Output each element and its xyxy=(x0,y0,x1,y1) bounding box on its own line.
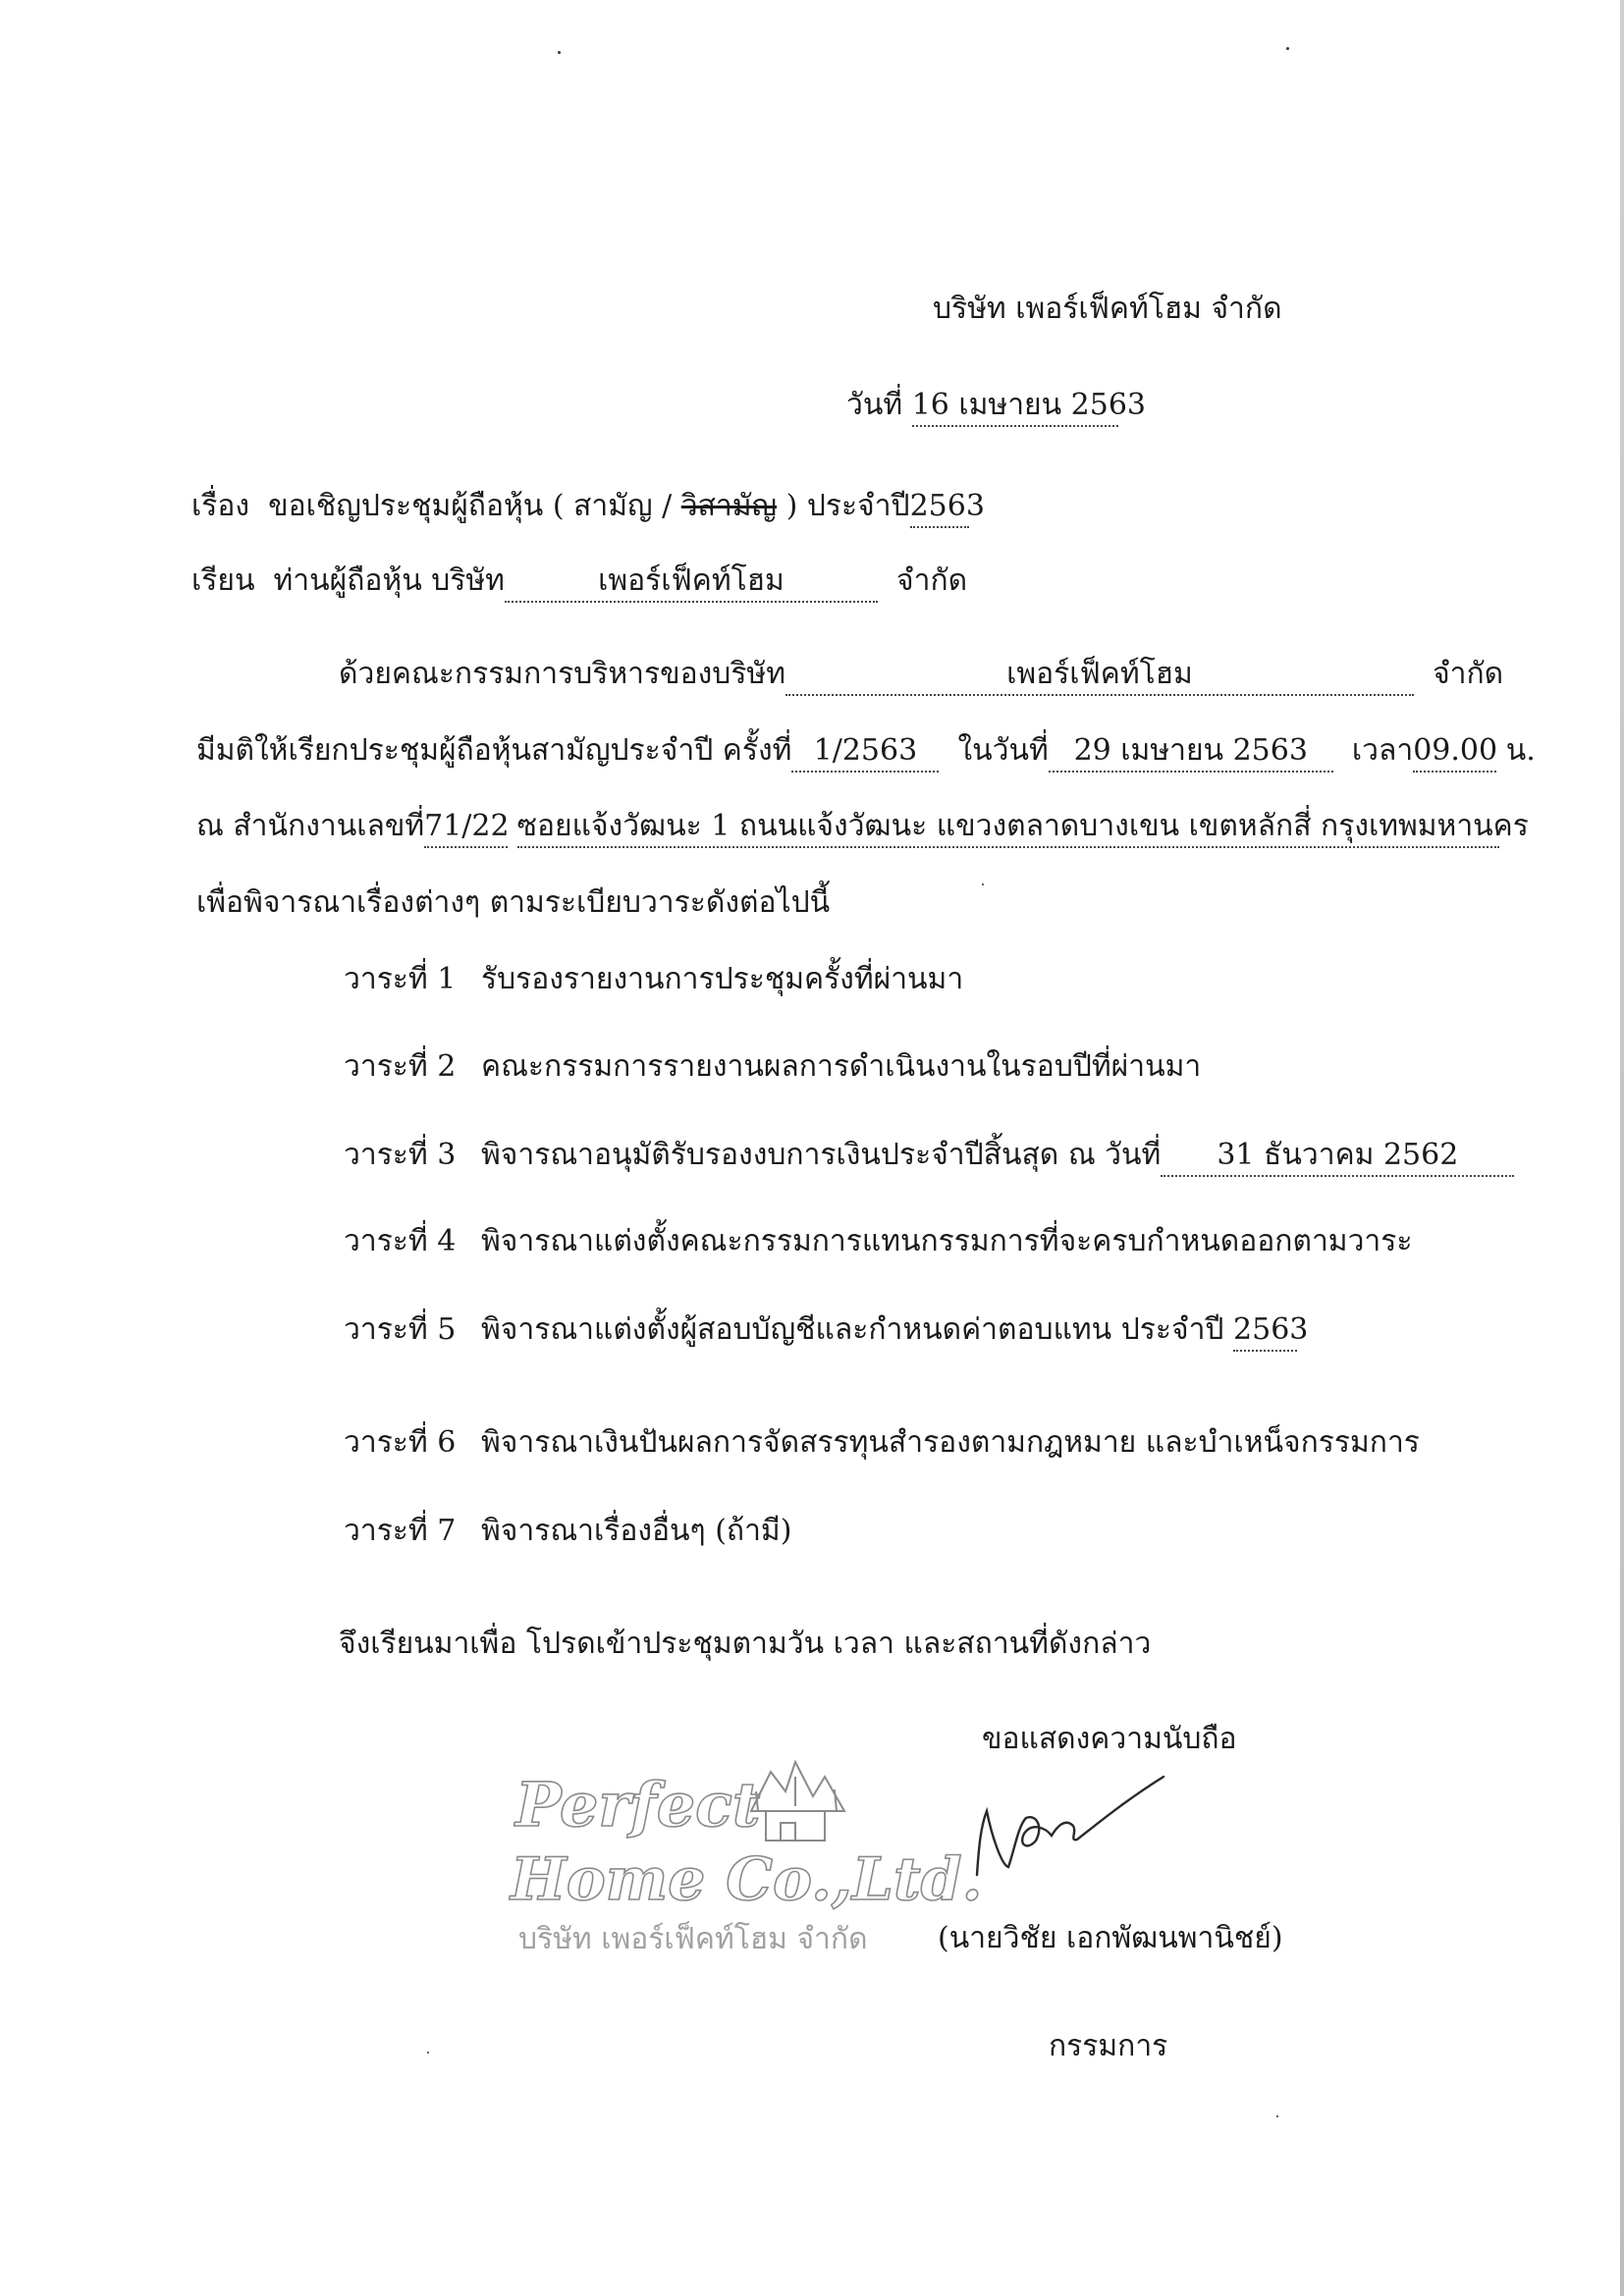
scan-speck xyxy=(558,51,561,54)
scan-speck xyxy=(982,883,984,885)
signer-position: กรรมการ xyxy=(1049,2029,1168,2063)
agenda-number: วาระที่ 6 xyxy=(344,1425,457,1460)
subject-label: เรื่อง xyxy=(191,489,250,523)
addressee-suffix: จำกัด xyxy=(896,563,968,598)
addressee-company: เพอร์เฟ็คท์โฮม xyxy=(505,561,878,603)
agenda-item xyxy=(344,1222,1413,1261)
date-label: วันที่ xyxy=(846,388,903,422)
agenda-text: รับรองรายงานการประชุมครั้งที่ผ่านมา xyxy=(481,962,964,996)
date-value: 16 เมษายน 2563 xyxy=(912,386,1118,427)
location-number: 71/22 xyxy=(424,807,508,848)
svg-text:Perfect: Perfect xyxy=(515,1769,761,1841)
resolution-line xyxy=(196,731,1536,773)
stamp-house-icon xyxy=(751,1762,844,1841)
time-label: เวลา xyxy=(1351,733,1414,768)
agenda-text: พิจารณาแต่งตั้งคณะกรรมการแทนกรรมการที่จะครบกำหนดออกตามวาระ xyxy=(481,1224,1413,1258)
body-intro: ด้วยคณะกรรมการบริหารของบริษัท xyxy=(339,657,785,691)
struck-option: วิสามัญ xyxy=(680,489,778,523)
body-suffix: จำกัด xyxy=(1433,657,1504,691)
agenda-number: วาระที่ 7 xyxy=(344,1514,457,1548)
meeting-number: 1/2563 xyxy=(791,731,939,773)
agenda-text: พิจารณาเงินปันผลการจัดสรรทุนสำรองตามกฎหมาย และบำเหน็จกรรมการ xyxy=(481,1425,1420,1460)
scan-speck xyxy=(1276,2115,1278,2117)
agenda-number: วาระที่ 3 xyxy=(344,1138,457,1172)
body-company: เพอร์เฟ็คท์โฮม xyxy=(785,655,1414,696)
scan-speck xyxy=(427,2052,429,2054)
agenda-number: วาระที่ 2 xyxy=(344,1049,457,1084)
agenda-text: พิจารณาอนุมัติรับรองงบการเงินประจำปีสิ้นสุด ณ วันที่ xyxy=(481,1138,1162,1172)
subject-text: ขอเชิญประชุมผู้ถือหุ้น ( สามัญ / xyxy=(268,489,681,523)
agenda-item xyxy=(344,960,963,999)
meeting-time: 09.00 xyxy=(1413,731,1496,773)
agenda-item xyxy=(344,1136,1514,1177)
location-address: ซอยแจ้งวัฒนะ 1 ถนนแจ้งวัฒนะ แขวงตลาดบางเขน เขตหลักสี่ กรุงเทพมหานคร xyxy=(517,807,1499,848)
company-header: บริษัท เพอร์เฟ็คท์โฮม จำกัด xyxy=(933,292,1282,326)
agenda-item xyxy=(344,1310,1309,1352)
agenda-item xyxy=(344,1423,1420,1463)
svg-text:Home Co.,Ltd.: Home Co.,Ltd. xyxy=(511,1845,983,1914)
agenda-text: คณะกรรมการรายงานผลการดำเนินงานในรอบปีที่ผ่านมา xyxy=(481,1049,1202,1084)
agenda-number: วาระที่ 5 xyxy=(344,1312,457,1347)
company-stamp xyxy=(501,1752,983,1978)
scan-edge xyxy=(1620,0,1624,2296)
svg-text:บริษัท เพอร์เฟ็คท์โฮม จำกัด: บริษัท เพอร์เฟ็คท์โฮม จำกัด xyxy=(518,1922,868,1956)
location-line xyxy=(196,807,1529,848)
addressee-text: ท่านผู้ถือหุ้น บริษัท xyxy=(273,563,505,598)
addressee-line xyxy=(191,561,967,603)
purpose-line: เพื่อพิจารณาเรื่องต่างๆ ตามระเบียบวาระดังต่อไปนี้ xyxy=(196,885,831,920)
subject-text-after: ) ประจำปี xyxy=(777,489,910,523)
document-date xyxy=(846,386,1147,427)
signature xyxy=(967,1757,1173,1904)
agenda-fill: 2563 xyxy=(1233,1310,1297,1352)
agenda-number: วาระที่ 4 xyxy=(344,1224,457,1258)
agenda-number: วาระที่ 1 xyxy=(344,962,457,996)
agenda-fill: 31 ธันวาคม 2562 xyxy=(1161,1136,1514,1177)
closing-regards: ขอแสดงความนับถือ xyxy=(982,1722,1237,1756)
subject-year: 2563 xyxy=(910,487,969,528)
body-intro-line xyxy=(339,655,1503,696)
agenda-text: พิจารณาเรื่องอื่นๆ (ถ้ามี) xyxy=(481,1514,792,1548)
time-unit: น. xyxy=(1505,733,1536,768)
on-date-label: ในวันที่ xyxy=(957,733,1049,768)
agenda-item xyxy=(344,1047,1201,1087)
meeting-date: 29 เมษายน 2563 xyxy=(1049,731,1333,773)
closing-text: จึงเรียนมาเพื่อ โปรดเข้าประชุมตามวัน เวลา และสถานที่ดังกล่าว xyxy=(339,1627,1152,1661)
addressee-label: เรียน xyxy=(191,563,255,598)
agenda-text: พิจารณาแต่งตั้งผู้สอบบัญชีและกำหนดค่าตอบแทน ประจำปี xyxy=(481,1312,1224,1347)
resolution-text: มีมติให้เรียกประชุมผู้ถือหุ้นสามัญประจำปี ครั้งที่ xyxy=(196,733,792,768)
subject-line xyxy=(191,487,985,528)
scan-speck xyxy=(1286,47,1289,50)
signer-name: (นายวิชัย เอกพัฒนพานิชย์) xyxy=(938,1921,1283,1955)
agenda-item xyxy=(344,1512,791,1551)
location-label: ณ สำนักงานเลขที่ xyxy=(196,809,425,843)
